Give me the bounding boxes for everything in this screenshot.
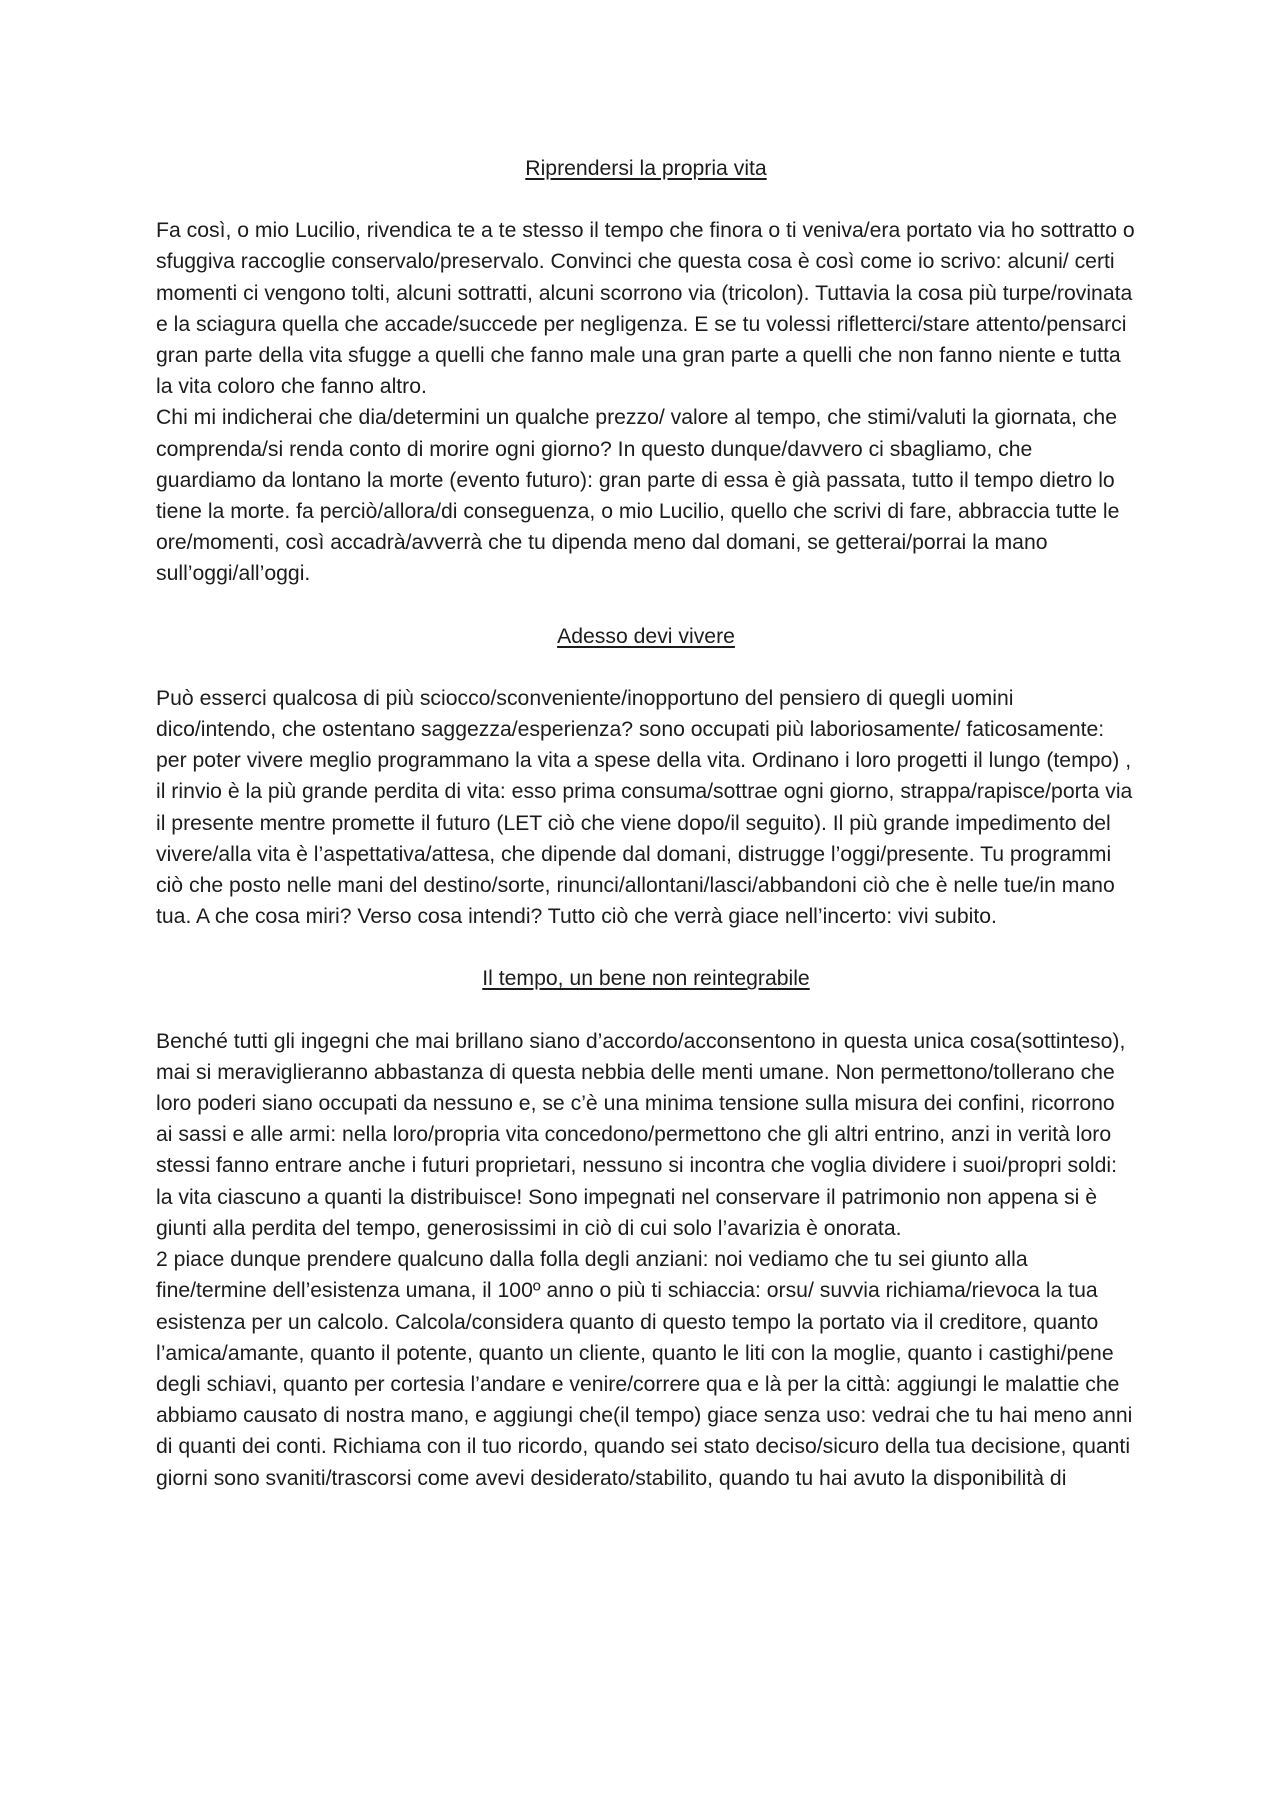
paragraph: Benché tutti gli ingegni che mai brillano siano d’accordo/acconsentono in questa unica cosa(sottinteso), mai si meraviglieranno abbastanza di questa nebbia delle menti umane. Non permettono/tollerano che loro poderi siano occupati da nessuno e, se c’è una minima tensione sulla misura dei confini, ricorrono ai sassi e alle armi: nella loro/propria vita concedono/permettono che gli altri entrino, anzi in verità loro stessi fanno entrare anche i futuri proprietari, nessuno si incontra che voglia dividere i suoi/propri soldi: la vita ciascuno a quanti la distribuisce! Sono impegnati nel conservare il patrimonio non appena si è giunti alla perdita del tempo, generosissimi in ciò di cui solo l’avarizia è onorata. [156,1029,1126,1240]
paragraph: 2 piace dunque prendere qualcuno dalla folla degli anziani: noi vediamo che tu sei giunto alla fine/termine dell’esistenza umana, il 100º anno o più ti schiaccia: orsu/ suvvia richiama/rievoca la tua esistenza per un calcolo. Calcola/considera quanto di questo tempo la portato via il creditore, quanto l’amica/amante, quanto il potente, quanto un cliente, quanto le liti con la moglie, quanto i castighi/pene degli schiavi, quanto per cortesia l’andare e venire/correre qua e là per la città: aggiungi le malattie che abbiamo causato di nostra mano, e aggiungi che(il tempo) giace senza uso: vedrai che tu hai meno anni di quanti dei conti. Richiama con il tuo ricordo, quando sei stato deciso/sicuro della tua decisione, quanti giorni sono svaniti/trascorsi come avevi desiderato/stabilito, quando tu hai avuto la disponibilità di [156,1248,1133,1490]
paragraph: Fa così, o mio Lucilio, rivendica te a te stesso il tempo che finora o ti veniva/era portato via ho sottratto o sfuggiva raccoglie conservalo/preservalo. Convinci che questa cosa è così come io scrivo: alcuni/ certi momenti ci vengono tolti, alcuni sottratti, alcuni scorrono via (tricolon). Tuttavia la cosa più turpe/rovinata e la sciagura quella che accade/succede per negligenza. E se tu volessi rifletterci/stare attento/pensarci gran parte della vita sfugge a quelli che fanno male una gran parte a quelli che non fanno niente e tutta la vita coloro che fanno altro. [156,219,1135,399]
section-title-tempo: Il tempo, un bene non reintegrabile [482,967,810,991]
paragraph: Può esserci qualcosa di più sciocco/sconveniente/inopportuno del pensiero di quegli uomini dico/intendo, che ostentano saggezza/esperienza? sono occupati più laboriosamente/ faticosamente: per poter vivere meglio programmano la vita a spese della vita. Ordinano i loro progetti il lungo (tempo) , il rinvio è la più grande perdita di vita: esso prima consuma/sottrae ogni giorno, strappa/rapisce/porta via il presente mentre promette il futuro (LET ciò che viene dopo/il seguito). Il più grande impedimento del vivere/alla vita è l’aspettativa/attesa, che dipende dal domani, distrugge l’oggi/presente. Tu programmi ciò che posto nelle mani del destino/sorte, rinunci/allontani/lasci/abbandoni ciò che è nelle tue/in mano tua. A che cosa miri? Verso cosa intendi? Tutto ciò che verrà giace nell’incerto: vivi subito. [156,686,1133,929]
document-page [156,153,1136,1494]
section-title-riprendersi: Riprendersi la propria vita [525,157,767,180]
paragraph: Chi mi indicherai che dia/determini un qualche prezzo/ valore al tempo, che stimi/valuti la giornata, che comprenda/si renda conto di morire ogni giorno? In questo dunque/davvero ci sbagliamo, che guardiamo da lontano la morte (evento futuro): gran parte di essa è già passata, tutto il tempo dietro lo tiene la morte. fa perciò/allora/di conseguenza, o mio Lucilio, quello che scrivi di fare, abbraccia tutte le ore/momenti, così accadrà/avverrà che tu dipenda meno dal domani, se getterai/porrai la mano sull’oggi/all’oggi. [156,406,1120,586]
section-title-adesso: Adesso devi vivere [557,624,735,648]
